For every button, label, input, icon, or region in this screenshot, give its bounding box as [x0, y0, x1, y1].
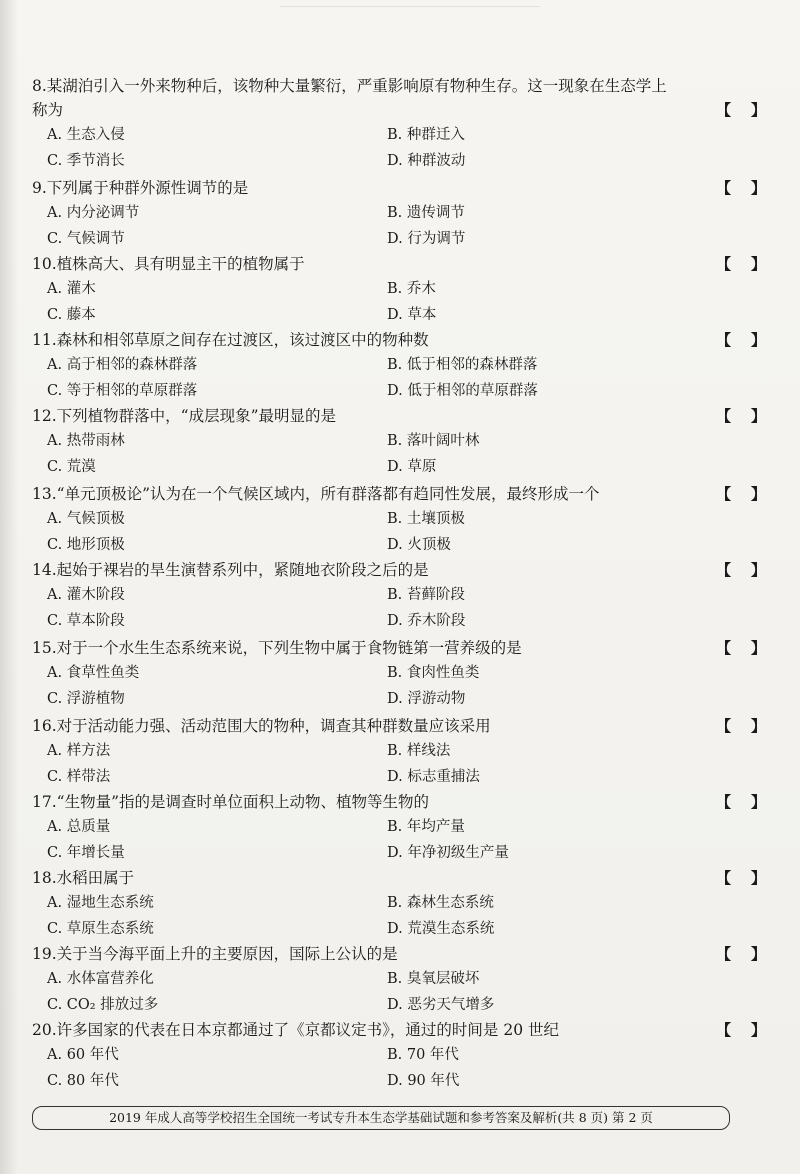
answer-option: C. 气候调节 [47, 231, 125, 247]
answer-option: D. 恶劣天气增多 [387, 997, 495, 1013]
answer-option: C. 藤本 [47, 307, 96, 323]
option-grid [32, 506, 772, 558]
bracket-left: 【 [716, 639, 732, 657]
bracket-left: 【 [716, 331, 732, 349]
option-grid [32, 352, 772, 404]
answer-option: B. 种群迁入 [387, 127, 465, 143]
bracket-right: 】 [750, 639, 766, 657]
option-grid [32, 738, 772, 790]
question-item [32, 636, 772, 712]
answer-option: B. 乔木 [387, 281, 436, 297]
answer-option: B. 落叶阔叶林 [387, 433, 480, 449]
answer-option: D. 低于相邻的草原群落 [387, 383, 538, 399]
answer-option: B. 臭氧层破坏 [387, 971, 480, 987]
option-grid [32, 660, 772, 712]
question-stem-line: 19.关于当今海平面上升的主要原因，国际上公认的是 [32, 945, 398, 963]
question-stem [32, 482, 772, 506]
answer-option: B. 苔藓阶段 [387, 587, 465, 603]
answer-option: B. 样线法 [387, 743, 451, 759]
bracket-left: 【 [716, 1021, 732, 1039]
answer-option: B. 森林生态系统 [387, 895, 494, 911]
question-stem-line: 14.起始于裸岩的旱生演替系列中，紧随地衣阶段之后的是 [32, 561, 429, 579]
answer-option: A. 水体富营养化 [47, 971, 154, 987]
question-item [32, 790, 772, 866]
bracket-right: 】 [750, 869, 766, 887]
answer-option: D. 年净初级生产量 [387, 845, 509, 861]
question-stem-line: 18.水稻田属于 [32, 869, 135, 887]
answer-option: A. 总质量 [47, 819, 111, 835]
bracket-left: 【 [716, 945, 732, 963]
answer-option: A. 气候顶极 [47, 511, 125, 527]
question-item [32, 176, 772, 252]
answer-option: D. 火顶极 [387, 537, 451, 553]
question-stem [32, 74, 772, 122]
page-footer: 2019 年成人高等学校招生全国统一考试专升本生态学基础试题和参考答案及解析(共 8 页) 第 2 页 [32, 1106, 730, 1130]
answer-option: C. CO₂ 排放过多 [47, 997, 159, 1013]
answer-option: D. 种群波动 [387, 153, 466, 169]
question-item [32, 74, 772, 174]
answer-option: A. 灌木 [47, 281, 96, 297]
answer-option: C. 草本阶段 [47, 613, 125, 629]
answer-option: D. 90 年代 [387, 1073, 460, 1089]
bracket-left: 【 [716, 179, 732, 197]
question-stem-line: 12.下列植物群落中，“成层现象”最明显的是 [32, 407, 336, 425]
bracket-left: 【 [716, 869, 732, 887]
answer-option: A. 60 年代 [47, 1047, 119, 1063]
option-grid [32, 428, 772, 480]
answer-option: B. 年均产量 [387, 819, 465, 835]
question-stem [32, 714, 772, 738]
answer-option: C. 地形顶极 [47, 537, 125, 553]
question-stem-line: 17.“生物量”指的是调查时单位面积上动物、植物等生物的 [32, 793, 430, 811]
question-stem-line: 16.对于活动能力强、活动范围大的物种，调查其种群数量应该采用 [32, 717, 491, 735]
option-grid [32, 814, 772, 866]
answer-option: A. 内分泌调节 [47, 205, 140, 221]
question-item [32, 866, 772, 942]
question-stem-line: 称为 [32, 101, 64, 119]
bracket-right: 】 [750, 179, 766, 197]
option-grid [32, 890, 772, 942]
question-stem [32, 1018, 772, 1042]
answer-option: C. 荒漠 [47, 459, 96, 475]
bracket-right: 】 [750, 485, 766, 503]
question-item [32, 482, 772, 558]
question-stem [32, 404, 772, 428]
answer-option: D. 浮游动物 [387, 691, 466, 707]
question-item [32, 252, 772, 328]
question-stem-line: 10.植株高大、具有明显主干的植物属于 [32, 255, 305, 273]
option-grid [32, 122, 772, 174]
question-item [32, 1018, 772, 1094]
bracket-right: 】 [750, 101, 766, 119]
answer-option: C. 年增长量 [47, 845, 125, 861]
bracket-right: 】 [750, 717, 766, 735]
answer-option: B. 食肉性鱼类 [387, 665, 480, 681]
bracket-right: 】 [750, 793, 766, 811]
option-grid [32, 582, 772, 634]
answer-option: D. 荒漠生态系统 [387, 921, 495, 937]
bracket-right: 】 [750, 1021, 766, 1039]
answer-option: D. 草本 [387, 307, 437, 323]
answer-option: A. 样方法 [47, 743, 111, 759]
answer-option: C. 样带法 [47, 769, 111, 785]
answer-option: D. 乔木阶段 [387, 613, 466, 629]
answer-option: C. 季节消长 [47, 153, 125, 169]
option-grid [32, 200, 772, 252]
answer-option: B. 遗传调节 [387, 205, 465, 221]
top-edge-marks [280, 0, 540, 7]
question-item [32, 328, 772, 404]
answer-option: A. 灌木阶段 [47, 587, 125, 603]
bracket-left: 【 [716, 717, 732, 735]
question-item [32, 714, 772, 790]
bracket-left: 【 [716, 101, 732, 119]
bracket-left: 【 [716, 793, 732, 811]
question-stem [32, 328, 772, 352]
bracket-left: 【 [716, 561, 732, 579]
bracket-right: 】 [750, 561, 766, 579]
answer-option: B. 70 年代 [387, 1047, 459, 1063]
answer-option: A. 高于相邻的森林群落 [47, 357, 198, 373]
bracket-right: 】 [750, 945, 766, 963]
bracket-right: 】 [750, 407, 766, 425]
answer-option: A. 湿地生态系统 [47, 895, 154, 911]
question-stem-line: 15.对于一个水生生态系统来说，下列生物中属于食物链第一营养级的是 [32, 639, 522, 657]
question-stem [32, 636, 772, 660]
answer-option: A. 生态入侵 [47, 127, 125, 143]
question-stem [32, 942, 772, 966]
option-grid [32, 966, 772, 1018]
question-item [32, 558, 772, 634]
question-stem [32, 558, 772, 582]
bracket-right: 】 [750, 331, 766, 349]
answer-option: C. 等于相邻的草原群落 [47, 383, 198, 399]
bracket-left: 【 [716, 407, 732, 425]
question-stem [32, 176, 772, 200]
question-stem-line: 11.森林和相邻草原之间存在过渡区，该过渡区中的物种数 [32, 331, 429, 349]
answer-option: D. 标志重捕法 [387, 769, 480, 785]
question-stem-line: 9.下列属于种群外源性调节的是 [32, 179, 249, 197]
question-stem [32, 866, 772, 890]
option-grid [32, 1042, 772, 1094]
question-stem [32, 790, 772, 814]
bracket-right: 】 [750, 255, 766, 273]
bracket-left: 【 [716, 485, 732, 503]
question-item [32, 404, 772, 480]
question-stem-line: 13.“单元顶极论”认为在一个气候区域内，所有群落都有趋同性发展，最终形成一个 [32, 485, 600, 503]
answer-option: C. 草原生态系统 [47, 921, 154, 937]
question-stem [32, 252, 772, 276]
answer-option: D. 行为调节 [387, 231, 466, 247]
answer-option: A. 热带雨林 [47, 433, 125, 449]
question-stem-line: 20.许多国家的代表在日本京都通过了《京都议定书》，通过的时间是 20 世纪 [32, 1021, 559, 1039]
option-grid [32, 276, 772, 328]
answer-option: D. 草原 [387, 459, 437, 475]
answer-option: B. 低于相邻的森林群落 [387, 357, 538, 373]
bracket-left: 【 [716, 255, 732, 273]
answer-option: C. 浮游植物 [47, 691, 125, 707]
question-item [32, 942, 772, 1018]
page-edge-shadow [0, 0, 18, 1174]
answer-option: B. 土壤顶极 [387, 511, 465, 527]
answer-option: A. 食草性鱼类 [47, 665, 140, 681]
question-stem-line: 8.某湖泊引入一外来物种后，该物种大量繁衍，严重影响原有物种生存。这一现象在生态学上 [32, 77, 667, 95]
answer-option: C. 80 年代 [47, 1073, 119, 1089]
